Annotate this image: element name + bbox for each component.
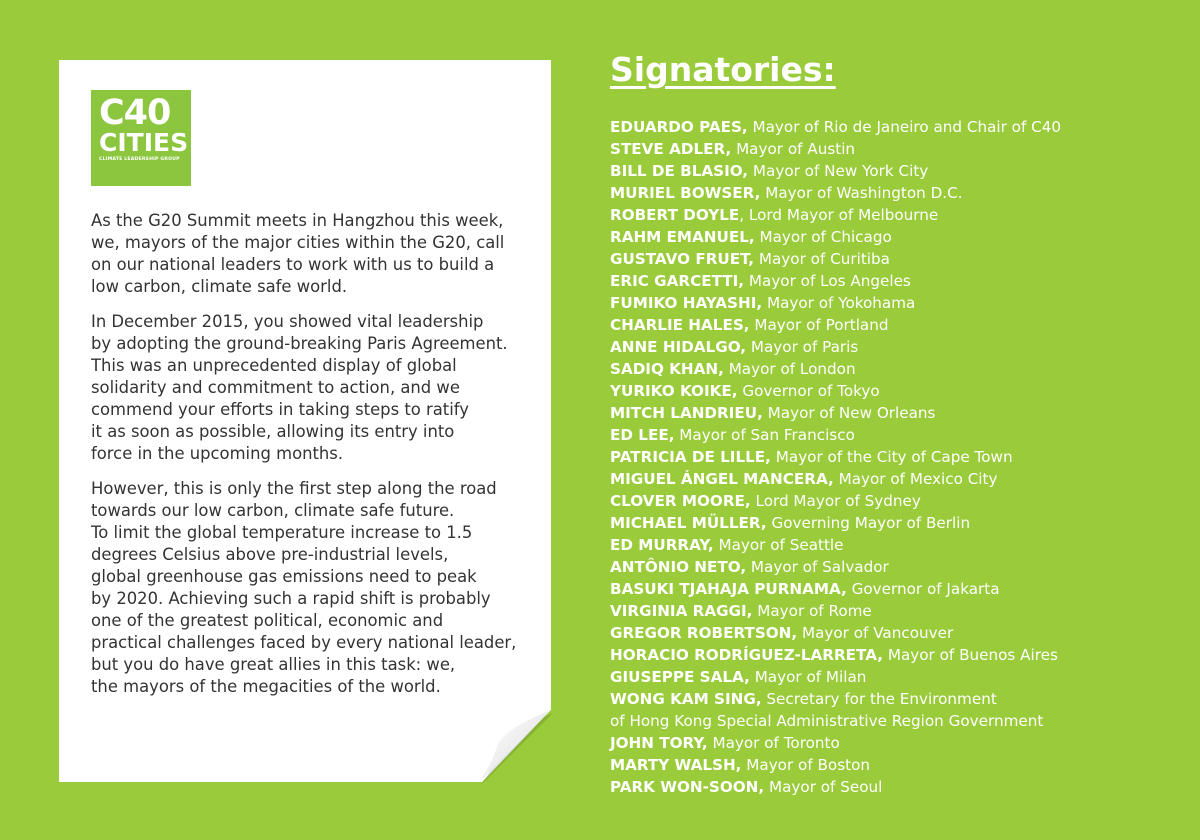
letter-body: [91, 210, 543, 711]
signatory-title: Mayor of Salvador: [746, 558, 889, 576]
signatory-item: [610, 138, 1061, 160]
signatory-item: [610, 292, 1061, 314]
signatory-name: SADIQ KHAN,: [610, 360, 724, 378]
signatory-title: Governing Mayor of Berlin: [766, 514, 971, 532]
signatory-title: Mayor of Boston: [741, 756, 871, 774]
letter-line: practical challenges faced by every national leader,: [91, 633, 517, 652]
letter-line: on our national leaders to work with us to build a: [91, 255, 495, 274]
signatories-heading: Signatories:: [610, 50, 836, 89]
signatory-title: Secretary for the Environment: [761, 690, 997, 708]
signatory-item: [610, 710, 1061, 732]
letter-line: by 2020. Achieving such a rapid shift is probably: [91, 589, 491, 608]
letter-line: This was an unprecedented display of global: [91, 356, 457, 375]
signatory-name: ANTÔNIO NETO,: [610, 558, 747, 576]
letter-line: degrees Celsius above pre-industrial levels,: [91, 545, 449, 564]
signatory-item: [610, 226, 1061, 248]
signatory-item: [610, 732, 1061, 754]
signatory-item: [610, 666, 1061, 688]
signatory-item: [610, 270, 1061, 292]
signatory-title: Mayor of Toronto: [707, 734, 840, 752]
signatory-name: MURIEL BOWSER,: [610, 184, 761, 202]
signatory-name: ED MURRAY,: [610, 536, 714, 554]
signatory-title: Mayor of Buenos Aires: [883, 646, 1058, 664]
letter-line: low carbon, climate safe world.: [91, 277, 348, 296]
signatory-name: GIUSEPPE SALA,: [610, 668, 750, 686]
signatory-item: [610, 754, 1061, 776]
signatory-item: [610, 578, 1061, 600]
signatories-list: [610, 116, 1061, 798]
signatory-name: MIGUEL ÁNGEL MANCERA,: [610, 470, 834, 488]
signatory-name: RAHM EMANUEL,: [610, 228, 755, 246]
signatory-item: [610, 490, 1061, 512]
signatory-title: , Lord Mayor of Melbourne: [739, 206, 939, 224]
letter-line: global greenhouse gas emissions need to peak: [91, 567, 477, 586]
signatory-name: ERIC GARCETTI,: [610, 272, 745, 290]
signatory-item: [610, 556, 1061, 578]
signatory-title: Mayor of Milan: [749, 668, 867, 686]
letter-line: force in the upcoming months.: [91, 444, 344, 463]
signatory-item: [610, 600, 1061, 622]
signatory-name: MICHAEL MÜLLER,: [610, 514, 767, 532]
signatory-title: Mayor of London: [723, 360, 856, 378]
signatory-title: Mayor of Seoul: [764, 778, 883, 796]
signatory-name: CHARLIE HALES,: [610, 316, 750, 334]
signatory-item: [610, 688, 1061, 710]
signatory-name: HORACIO RODRÍGUEZ-LARRETA,: [610, 646, 884, 664]
signatory-title: Mayor of New York City: [748, 162, 929, 180]
signatory-item: [610, 776, 1061, 798]
signatory-item: [610, 424, 1061, 446]
letter-line: towards our low carbon, climate safe future.: [91, 501, 455, 520]
signatory-item: [610, 622, 1061, 644]
letter-line: However, this is only the first step along the road: [91, 479, 497, 498]
letter-line: we, mayors of the major cities within the G20, call: [91, 233, 505, 252]
signatory-item: [610, 534, 1061, 556]
signatory-name: JOHN TORY,: [610, 734, 708, 752]
letter-line: To limit the global temperature increase to 1.5: [91, 523, 473, 542]
signatory-title: of Hong Kong Special Administrative Region Government: [610, 712, 1044, 730]
signatory-name: STEVE ADLER,: [610, 140, 732, 158]
signatory-item: [610, 248, 1061, 270]
signatory-title: Governor of Jakarta: [846, 580, 1000, 598]
signatory-name: ANNE HIDALGO,: [610, 338, 747, 356]
signatory-item: [610, 468, 1061, 490]
signatory-title: Mayor of Los Angeles: [744, 272, 911, 290]
letter-line: As the G20 Summit meets in Hangzhou this week,: [91, 211, 504, 230]
signatory-item: [610, 336, 1061, 358]
signatory-title: Governor of Tokyo: [737, 382, 880, 400]
signatory-title: Mayor of Seattle: [713, 536, 844, 554]
signatory-item: [610, 512, 1061, 534]
signatory-name: GREGOR ROBERTSON,: [610, 624, 798, 642]
signatory-name: VIRGINIA RAGGI,: [610, 602, 753, 620]
signatory-name: WONG KAM SING,: [610, 690, 762, 708]
signatory-item: [610, 160, 1061, 182]
letter-line: In December 2015, you showed vital leadership: [91, 312, 484, 331]
letter-paragraph: [91, 311, 543, 465]
signatory-item: [610, 182, 1061, 204]
logo-cities-text: CITIES: [99, 128, 189, 157]
signatory-title: Mayor of Vancouver: [797, 624, 954, 642]
signatory-title: Mayor of Curitiba: [754, 250, 890, 268]
letter-line: commend your efforts in taking steps to ratify: [91, 400, 469, 419]
signatory-name: ED LEE,: [610, 426, 675, 444]
signatory-item: [610, 644, 1061, 666]
signatory-item: [610, 358, 1061, 380]
signatory-name: PATRICIA DE LILLE,: [610, 448, 771, 466]
letter-line: one of the greatest political, economic and: [91, 611, 444, 630]
signatory-title: Mayor of San Francisco: [674, 426, 855, 444]
signatory-title: Mayor of New Orleans: [762, 404, 936, 422]
signatory-name: EDUARDO PAES,: [610, 118, 748, 136]
letter-paragraph: [91, 210, 543, 298]
signatory-title: Mayor of Chicago: [754, 228, 892, 246]
letter-line: it as soon as possible, allowing its entry into: [91, 422, 455, 441]
signatory-name: PARK WON-SOON,: [610, 778, 765, 796]
signatory-item: [610, 116, 1061, 138]
signatory-title: Mayor of the City of Cape Town: [770, 448, 1013, 466]
signatory-item: [610, 314, 1061, 336]
signatory-title: Mayor of Portland: [749, 316, 889, 334]
signatory-item: [610, 446, 1061, 468]
signatory-title: Mayor of Mexico City: [833, 470, 998, 488]
signatory-title: Mayor of Rome: [752, 602, 872, 620]
logo-c40-text: C40: [99, 93, 171, 133]
signatory-name: FUMIKO HAYASHI,: [610, 294, 763, 312]
signatory-title: Mayor of Austin: [731, 140, 856, 158]
letter-line: but you do have great allies in this task: we,: [91, 655, 456, 674]
letter-line: the mayors of the megacities of the world.: [91, 677, 441, 696]
signatory-item: [610, 380, 1061, 402]
signatory-title: Mayor of Paris: [746, 338, 859, 356]
signatory-title: Mayor of Rio de Janeiro and Chair of C40: [747, 118, 1062, 136]
signatory-name: ROBERT DOYLE: [610, 206, 740, 224]
signatory-title: Mayor of Yokohama: [762, 294, 916, 312]
logo-tagline: CLIMATE LEADERSHIP GROUP: [99, 157, 180, 162]
signatory-name: MARTY WALSH,: [610, 756, 742, 774]
signatory-name: CLOVER MOORE,: [610, 492, 751, 510]
signatory-item: [610, 402, 1061, 424]
letter-line: by adopting the ground-breaking Paris Agreement.: [91, 334, 508, 353]
signatory-title: Mayor of Washington D.C.: [760, 184, 963, 202]
signatory-item: [610, 204, 1061, 226]
signatory-name: GUSTAVO FRUET,: [610, 250, 755, 268]
signatory-title: Lord Mayor of Sydney: [750, 492, 921, 510]
c40-cities-logo: [91, 90, 191, 186]
letter-paragraph: [91, 478, 543, 698]
letter-line: solidarity and commitment to action, and we: [91, 378, 460, 397]
signatory-name: BASUKI TJAHAJA PURNAMA,: [610, 580, 847, 598]
signatory-name: MITCH LANDRIEU,: [610, 404, 763, 422]
signatory-name: BILL DE BLASIO,: [610, 162, 749, 180]
signatory-name: YURIKO KOIKE,: [610, 382, 738, 400]
